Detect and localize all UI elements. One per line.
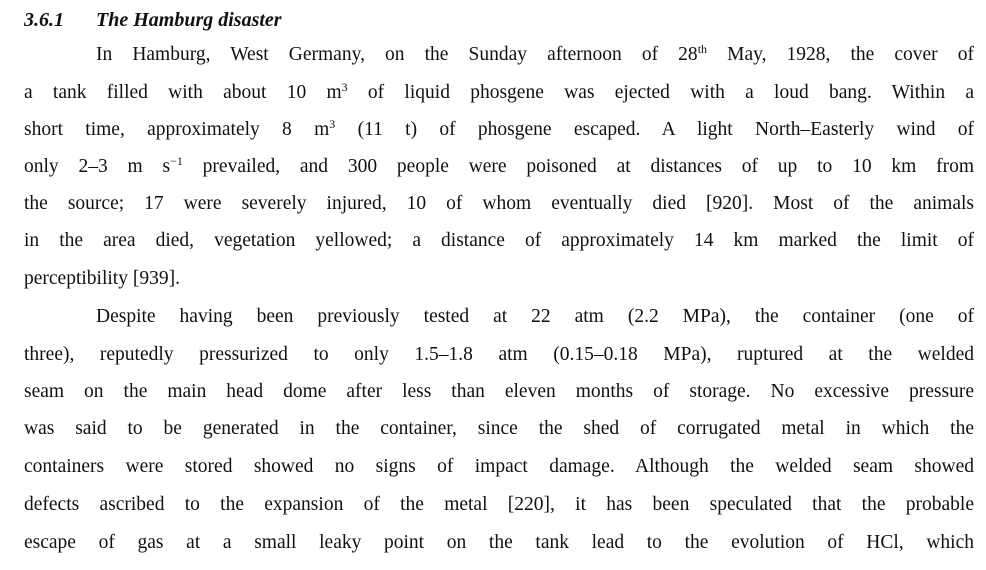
paragraph-1-line-1: In Hamburg, West Germany, on the Sunday afternoon of 28th May, 1928, the cover of (96, 42, 974, 65)
paragraph-1-line-5: the source; 17 were severely injured, 10 of whom eventually died [920]. Most of the animals (24, 193, 974, 214)
paragraph-2-line-3: seam on the main head dome after less than eleven months of storage. No excessive pressure (24, 381, 974, 402)
paragraph-2-line-1: Despite having been previously tested at 22 atm (2.2 MPa), the container (one of (96, 306, 974, 327)
paragraph-1-line-2: a tank filled with about 10 $m^3$ of liquid phosgene was ejected with a loud bang. Within a (24, 80, 974, 103)
paragraph-1-line-6: in the area died, vegetation yellowed; a distance of approximately 14 km marked the limit of (24, 230, 974, 251)
section-title: The Hamburg disaster (96, 9, 282, 31)
paragraph-1-line-7: perceptibility [939]. (24, 268, 180, 289)
paragraph-1-line-4: only 2–3 m $s^{-1}$ prevailed, and 300 people were poisoned at distances of up to 10 km from (24, 154, 974, 177)
paragraph-2-line-4: was said to be generated in the container, since the shed of corrugated metal in which the (24, 418, 974, 439)
paragraph-2-line-7: escape of gas at a small leaky point on the tank lead to the evolution of HCl, which (24, 532, 974, 553)
paragraph-2-line-5: containers were stored showed no signs of impact damage. Although the welded seam showed (24, 456, 974, 477)
paragraph-2-line-6: defects ascribed to the expansion of the metal [220], it has been speculated that the probable (24, 494, 974, 515)
section-heading (24, 7, 282, 33)
paragraph-2-line-2: three), reputedly pressurized to only 1.5–1.8 atm (0.15–0.18 MPa), ruptured at the welded (24, 344, 974, 365)
paragraph-1-line-3: short time, approximately 8 $m^3$ (11 t) of phosgene escaped. A light North–Easterly wind of (24, 117, 974, 140)
section-number: 3.6.1 (24, 9, 64, 31)
